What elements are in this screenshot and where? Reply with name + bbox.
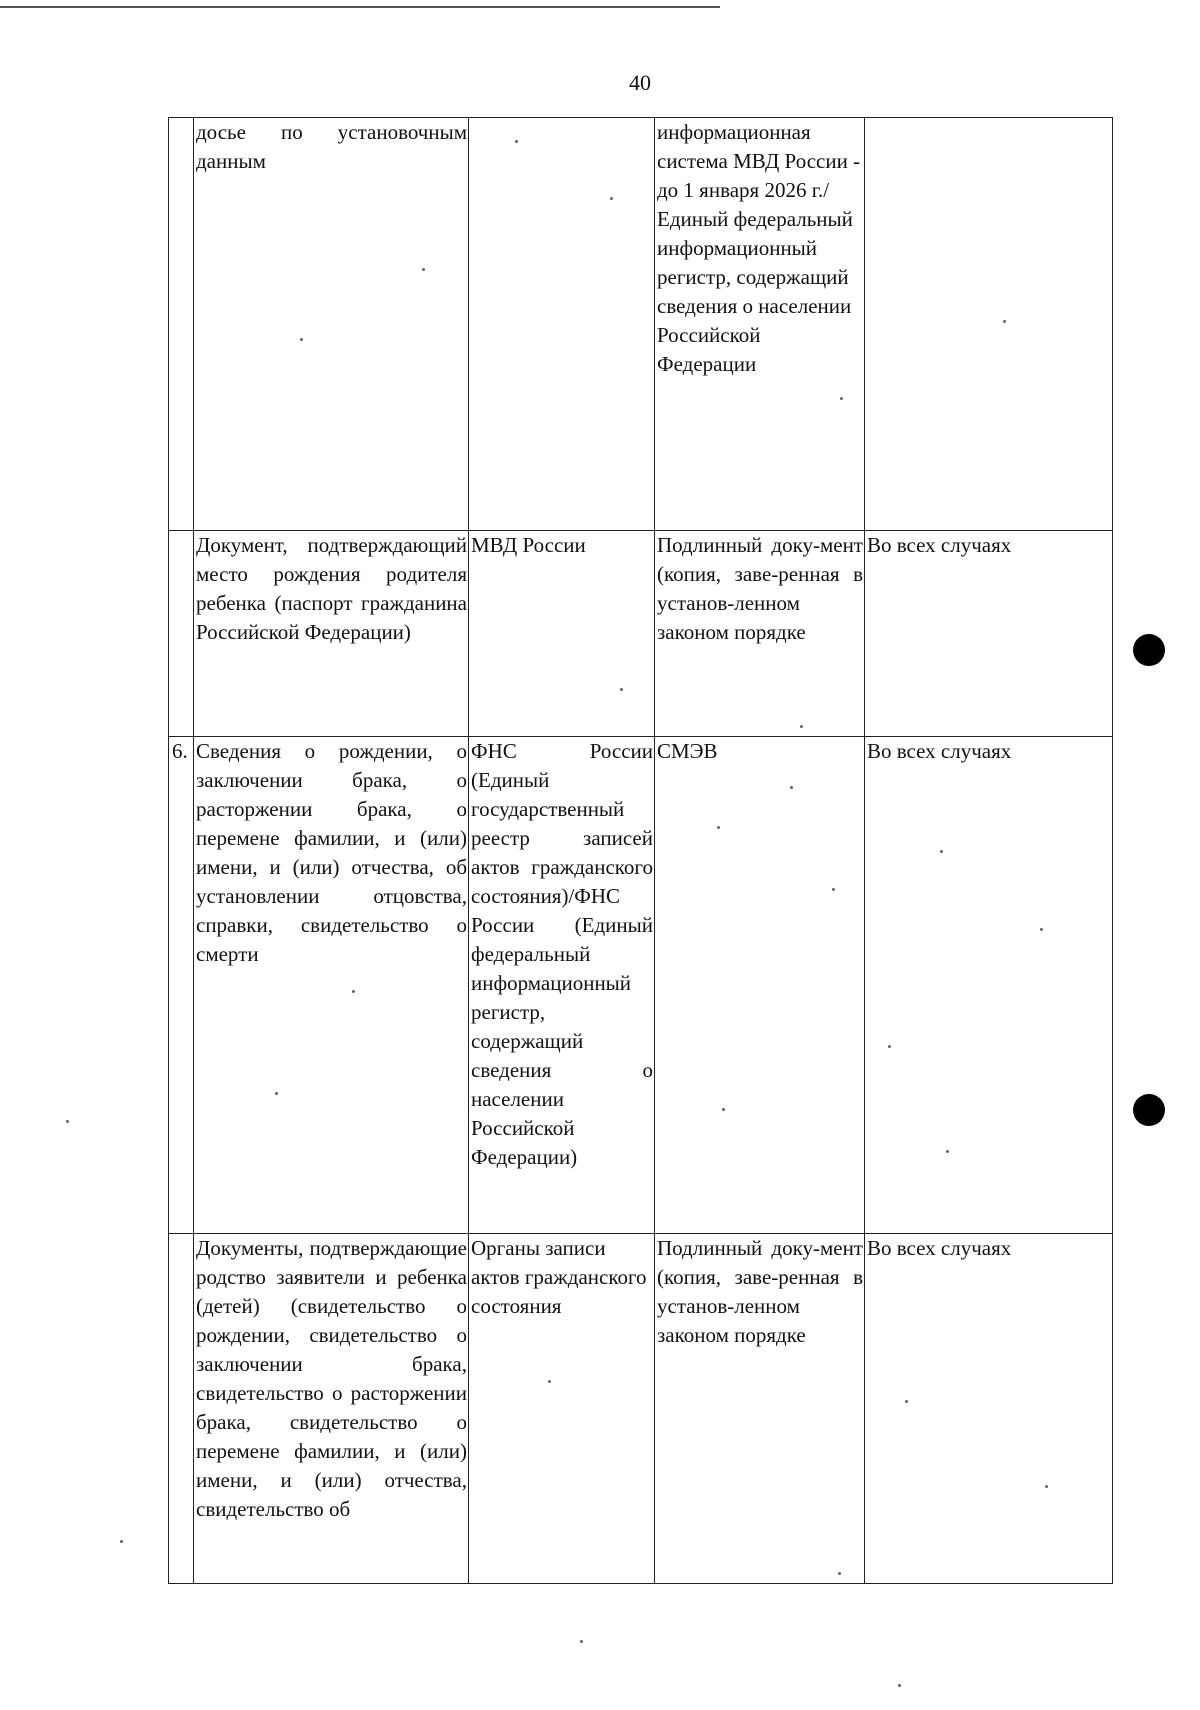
scan-speck [832, 888, 835, 891]
condition-cell [865, 118, 1113, 531]
scan-speck [946, 1150, 949, 1153]
table-row [169, 531, 1113, 737]
row-number-cell [169, 1234, 194, 1584]
row-number-cell [169, 531, 194, 737]
document-cell: Документы, подтверждающие родство заявители и ребенка (детей) (свидетельство о рождении, свидетельство о заключении брака, свидетельство о расторжении брака, свидетельство о перемене фамилии, и (или) имени, и (или) отчества, свидетельство об [194, 1234, 469, 1584]
scan-speck [898, 1684, 901, 1687]
source-cell: Подлинный доку-мент (копия, заве-ренная в установ-ленном законом порядке [655, 1234, 865, 1584]
authority-cell [469, 118, 655, 531]
scan-speck [905, 1400, 908, 1403]
table-row [169, 737, 1113, 1234]
source-cell: информационная система МВД России - до 1 января 2026 г./Единый федеральный информационный регистр, содержащий сведения о населении Российской Федерации [655, 118, 865, 531]
scan-speck [352, 990, 355, 993]
punch-hole-mark [1133, 634, 1165, 666]
scan-speck [66, 1120, 69, 1123]
document-cell: Сведения о рождении, о заключении брака, о расторжении брака, о перемене фамилии, и (или) имени, и (или) отчества, об установлении отцовства, справки, свидетельство о смерти [194, 737, 469, 1234]
scan-speck [515, 140, 518, 143]
scan-speck [800, 725, 803, 728]
scan-speck [548, 1380, 551, 1383]
scan-speck [120, 1540, 123, 1543]
row-number-cell [169, 118, 194, 531]
scan-speck [580, 1640, 583, 1643]
source-cell: СМЭВ [655, 737, 865, 1234]
document-cell: досье по установочным данным [194, 118, 469, 531]
condition-cell: Во всех случаях [865, 1234, 1113, 1584]
scan-speck [300, 338, 303, 341]
table-row [169, 118, 1113, 531]
scan-speck [840, 397, 843, 400]
scan-speck [838, 1572, 841, 1575]
scan-speck [722, 1108, 725, 1111]
punch-hole-mark [1133, 1094, 1165, 1126]
scan-speck [422, 268, 425, 271]
source-cell: Подлинный доку-мент (копия, заве-ренная в установ-ленном законом порядке [655, 531, 865, 737]
authority-cell: ФНС России (Единый государственный реестр записей актов гражданского состояния)/ФНС России (Единый федеральный информационный регистр, содержащий сведения о населении Российской Федерации) [469, 737, 655, 1234]
scan-speck [717, 826, 720, 829]
row-number-cell: 6. [169, 737, 194, 1234]
document-cell: Документ, подтверждающий место рождения родителя ребенка (паспорт гражданина Российской Федерации) [194, 531, 469, 737]
scan-speck [620, 688, 623, 691]
condition-cell: Во всех случаях [865, 737, 1113, 1234]
page-number: 40 [629, 70, 651, 95]
scan-speck [1040, 928, 1043, 931]
scan-speck [1045, 1485, 1048, 1488]
scan-top-edge [0, 6, 720, 8]
scan-speck [790, 786, 793, 789]
condition-cell: Во всех случаях [865, 531, 1113, 737]
scan-speck [275, 1092, 278, 1095]
scan-speck [1003, 320, 1006, 323]
scan-speck [940, 850, 943, 853]
scan-speck [610, 197, 613, 200]
documents-table [168, 117, 1113, 1584]
authority-cell: Органы записи актов гражданского состояния [469, 1234, 655, 1584]
authority-cell: МВД России [469, 531, 655, 737]
table-row [169, 1234, 1113, 1584]
scan-speck [888, 1045, 891, 1048]
